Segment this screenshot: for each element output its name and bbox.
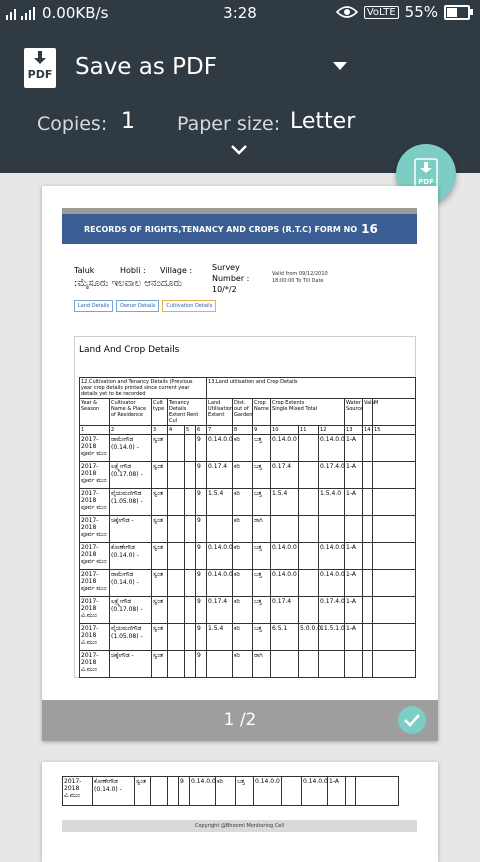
table-row bbox=[80, 489, 416, 516]
cell-type: ಸ್ವಂತ bbox=[152, 651, 168, 678]
cell-lu: ಕರಿ bbox=[233, 489, 253, 516]
cell-mixed bbox=[299, 489, 319, 516]
battery-icon bbox=[444, 5, 470, 20]
doc-tabs bbox=[74, 300, 417, 312]
col-tenancy: Tenancy Details bbox=[169, 400, 190, 412]
cell-empty bbox=[168, 651, 185, 678]
copyright-text: Copyright @Bhoomi Monitoring Cell bbox=[62, 820, 417, 832]
cell-type: ಸ್ವಂತ bbox=[152, 489, 168, 516]
col-cult-type: Cult type bbox=[152, 399, 168, 426]
cell-code: 9 bbox=[196, 597, 207, 624]
cell-empty bbox=[168, 516, 185, 543]
cell-empty bbox=[363, 435, 373, 462]
volte-badge: VoLTE bbox=[364, 6, 399, 19]
cell-name: ಕೋಣೇಗೌಡ (0.14.0) - bbox=[110, 543, 152, 570]
cell-mixed bbox=[299, 597, 319, 624]
cell-crop: ಬತ್ತ bbox=[253, 624, 271, 651]
cell-lu: ಕರಿ bbox=[233, 597, 253, 624]
cell-total: 0.14.0.0 bbox=[302, 777, 328, 806]
cell-empty bbox=[168, 435, 185, 462]
cell-empty bbox=[185, 462, 196, 489]
col-num: 1 bbox=[80, 426, 110, 435]
tab-land-details: Land Details bbox=[74, 300, 113, 312]
survey-value: 10/*/2 bbox=[212, 285, 237, 294]
cell-mixed bbox=[299, 435, 319, 462]
cell-water bbox=[345, 516, 363, 543]
cell-empty bbox=[363, 462, 373, 489]
expand-chevron-icon[interactable] bbox=[230, 144, 248, 156]
cell-water: 1-A bbox=[345, 489, 363, 516]
col-num: 14 bbox=[363, 426, 373, 435]
cell-name: ಲಕ್ಷ್ಮೇಗೌಡ (0.17.08) - bbox=[110, 597, 152, 624]
cell-empty bbox=[363, 543, 373, 570]
cell-water: 1-A bbox=[345, 570, 363, 597]
cell-lu: ಕರಿ bbox=[233, 543, 253, 570]
cell-single bbox=[271, 516, 299, 543]
cell-year: 2017-2018 ವಿ.ಮುಂ bbox=[63, 777, 93, 806]
tab-cultivation-details: Cultivation Details bbox=[162, 300, 216, 312]
cell-name: ವೈಯಮಣಿಗೌಡ (1.05.08) - bbox=[110, 489, 152, 516]
cell-total bbox=[319, 651, 345, 678]
paper-size-value[interactable]: Letter bbox=[290, 109, 356, 134]
section-title: Land And Crop Details bbox=[79, 345, 180, 355]
cell-lu: ಕರಿ bbox=[233, 462, 253, 489]
col-num: 5 bbox=[185, 426, 196, 435]
cell-name: ವೈಯಮಣಿಗೌಡ (1.05.08) - bbox=[110, 624, 152, 651]
cell-extent: 1.5.4 bbox=[207, 489, 233, 516]
dropdown-caret-icon[interactable] bbox=[333, 62, 347, 70]
cell-empty bbox=[168, 624, 185, 651]
table-row bbox=[63, 777, 399, 806]
cell-empty bbox=[151, 777, 168, 806]
cell-water: 1-A bbox=[345, 543, 363, 570]
copies-label: Copies: bbox=[37, 113, 108, 135]
cell-code: 9 bbox=[196, 489, 207, 516]
page-indicator: 1 /2 bbox=[223, 710, 257, 730]
cell-empty bbox=[168, 462, 185, 489]
cell-name: ರಾಮೇಗೌಡ (0.14.0) - bbox=[110, 570, 152, 597]
cell-single: 1.5.4 bbox=[271, 489, 299, 516]
cell-extent bbox=[207, 651, 233, 678]
table-row bbox=[80, 435, 416, 462]
col-num: 8 bbox=[233, 426, 253, 435]
cell-empty bbox=[363, 624, 373, 651]
cell-extent: 0.14.0.0 bbox=[190, 777, 216, 806]
cell-code: 9 bbox=[196, 516, 207, 543]
copies-value[interactable]: 1 bbox=[121, 109, 135, 134]
cell-empty bbox=[373, 651, 416, 678]
col-crop-name: Crop Name bbox=[253, 399, 271, 426]
cell-empty bbox=[168, 489, 185, 516]
cell-extent: 0.14.0.0 bbox=[207, 543, 233, 570]
col-land-util-group bbox=[207, 399, 233, 426]
cell-water: 1-A bbox=[328, 777, 346, 806]
cell-empty bbox=[373, 435, 416, 462]
col-water-source: Water Source bbox=[345, 399, 363, 426]
pdf-file-icon bbox=[24, 48, 56, 88]
cell-empty bbox=[363, 570, 373, 597]
table-row bbox=[80, 516, 416, 543]
cell-extent: 1.5.4 bbox=[207, 624, 233, 651]
col-m: M bbox=[373, 399, 416, 426]
col-num: 9 bbox=[253, 426, 271, 435]
download-arrow-icon bbox=[34, 51, 46, 65]
cell-mixed bbox=[299, 462, 319, 489]
col-num: 12 bbox=[319, 426, 345, 435]
cell-extent: 0.17.4 bbox=[207, 597, 233, 624]
destination-selector[interactable]: Save as PDF bbox=[75, 54, 217, 80]
doc-banner-title: RECORDS OF RIGHTS,TENANCY AND CROPS (R.T.C) FORM NO bbox=[84, 224, 358, 234]
cell-crop: ಬತ್ತ bbox=[253, 435, 271, 462]
cell-single: 0.14.0.0 bbox=[254, 777, 282, 806]
cell-year: 2017-2018 ಪೂರ್ವ ಮುಂ bbox=[80, 489, 110, 516]
check-icon bbox=[404, 713, 420, 727]
page-preview-2[interactable] bbox=[42, 762, 438, 862]
col-cultivator: Cultivator Name & Place of Residence bbox=[110, 399, 152, 426]
col-total: Total bbox=[305, 406, 318, 412]
survey-block bbox=[212, 262, 272, 295]
battery-percent: 55% bbox=[404, 3, 438, 21]
rtc-document bbox=[62, 208, 417, 678]
cell-empty bbox=[373, 597, 416, 624]
cell-name: ಲಕ್ಷ್ಮೇಗೌಡ (0.17.08) - bbox=[110, 462, 152, 489]
cell-empty bbox=[363, 597, 373, 624]
cell-empty bbox=[363, 651, 373, 678]
cell-name: ಚಿಕ್ಕೇಗೌಡ - bbox=[110, 516, 152, 543]
cell-empty bbox=[168, 777, 179, 806]
cell-type: ಸ್ವಂತ bbox=[152, 543, 168, 570]
col-value: Valu bbox=[363, 399, 373, 426]
col-year: Year & Season bbox=[80, 399, 110, 426]
cell-single: 0.14.0.0 bbox=[271, 570, 299, 597]
cell-crop: ಬತ್ತ bbox=[253, 489, 271, 516]
col-crop-extents: Crop Extents bbox=[272, 400, 305, 406]
col-tenancy-group bbox=[168, 399, 207, 426]
cell-crop: ಬತ್ತ bbox=[253, 570, 271, 597]
valid-time: 18:00:00 To Till Date bbox=[272, 278, 324, 284]
land-crop-panel bbox=[74, 336, 416, 678]
cell-type: ಸ್ವಂತ bbox=[152, 516, 168, 543]
cell-type: ಸ್ವಂತ bbox=[152, 462, 168, 489]
col-crop-extents-group bbox=[271, 399, 345, 426]
doc-banner bbox=[62, 214, 417, 244]
taluk-label: Taluk bbox=[74, 266, 95, 275]
cell-empty bbox=[356, 777, 399, 806]
cell-crop: ಬತ್ತ bbox=[236, 777, 254, 806]
cell-total: 0.17.4.0 bbox=[319, 462, 345, 489]
page-select-checkbox[interactable] bbox=[398, 706, 426, 734]
cell-type: ಸ್ವಂತ bbox=[152, 597, 168, 624]
cell-empty bbox=[168, 570, 185, 597]
cell-empty bbox=[185, 597, 196, 624]
table-row bbox=[80, 570, 416, 597]
cell-code: 9 bbox=[196, 435, 207, 462]
cell-mixed bbox=[299, 543, 319, 570]
cell-lu: ಕರಿ bbox=[233, 624, 253, 651]
cell-empty bbox=[185, 435, 196, 462]
cell-name: ಕೋಣೇಗೌಡ (0.14.0) - bbox=[93, 777, 135, 806]
cell-empty bbox=[373, 516, 416, 543]
cell-total: 1.5.4.0 bbox=[319, 489, 345, 516]
cell-type: ಸ್ವಂತ bbox=[152, 624, 168, 651]
network-speed: 0.00KB/s bbox=[42, 4, 109, 22]
cell-single: 6.5.1 bbox=[271, 624, 299, 651]
cell-single: 0.17.4 bbox=[271, 597, 299, 624]
cell-total: 11.5.1.0 bbox=[319, 624, 345, 651]
col-num: 7 bbox=[207, 426, 233, 435]
cell-total: 0.17.4.0 bbox=[319, 597, 345, 624]
cell-single: 0.17.4 bbox=[271, 462, 299, 489]
status-right bbox=[336, 3, 470, 21]
cell-type: ಸ್ವಂತ bbox=[152, 435, 168, 462]
cell-mixed bbox=[299, 516, 319, 543]
col-num: 10 bbox=[271, 426, 299, 435]
cell-empty bbox=[373, 570, 416, 597]
crop-table bbox=[79, 377, 416, 678]
col-dist-garden: Dist. out of Garden bbox=[233, 399, 253, 426]
page2-table bbox=[62, 776, 399, 806]
cell-code: 9 bbox=[196, 651, 207, 678]
col-rent: Rent bbox=[186, 412, 199, 418]
cell-mixed bbox=[299, 651, 319, 678]
cell-lu: ಕರಿ bbox=[233, 570, 253, 597]
cell-mixed: 5.0.0.0 bbox=[299, 624, 319, 651]
col-land-utilisation: Land Utilisation bbox=[208, 400, 234, 412]
cell-mixed bbox=[299, 570, 319, 597]
cell-lu: ಕರಿ bbox=[216, 777, 236, 806]
cell-lu: ಕರಿ bbox=[233, 516, 253, 543]
page-footer bbox=[42, 700, 438, 741]
cell-crop: ಬತ್ತ bbox=[253, 543, 271, 570]
col-num: 11 bbox=[299, 426, 319, 435]
cell-year: 2017-2018 ವಿ.ಮುಂ bbox=[80, 651, 110, 678]
validity-block bbox=[272, 271, 328, 285]
cell-year: 2017-2018 ಪೂರ್ವ ಮುಂ bbox=[80, 543, 110, 570]
cell-mixed bbox=[282, 777, 302, 806]
col-single: Single bbox=[272, 406, 288, 412]
crop-rows bbox=[80, 435, 416, 678]
cell-year: 2017-2018 ವಿ.ಮುಂ bbox=[80, 624, 110, 651]
cell-extent: 0.14.0.0 bbox=[207, 570, 233, 597]
cell-extent bbox=[207, 516, 233, 543]
cell-lu: ಕರಿ bbox=[233, 651, 253, 678]
cell-empty bbox=[185, 489, 196, 516]
cell-crop: ರಾಗಿ bbox=[253, 516, 271, 543]
cell-extent: 0.14.0.0 bbox=[207, 435, 233, 462]
table-row bbox=[80, 624, 416, 651]
cell-empty bbox=[168, 597, 185, 624]
col-num: 15 bbox=[373, 426, 416, 435]
col-num: 13 bbox=[345, 426, 363, 435]
col-extent: Extent bbox=[169, 412, 186, 418]
paper-size-label: Paper size: bbox=[177, 113, 281, 135]
cell-code: 9 bbox=[196, 570, 207, 597]
cell-empty bbox=[185, 624, 196, 651]
cell-empty bbox=[185, 543, 196, 570]
col-cul: Cul bbox=[169, 418, 178, 424]
cell-type: ಸ್ವಂತ bbox=[152, 570, 168, 597]
cell-single bbox=[271, 651, 299, 678]
cell-water: 1-A bbox=[345, 597, 363, 624]
eye-icon bbox=[336, 5, 358, 19]
cell-empty bbox=[168, 543, 185, 570]
cell-empty bbox=[185, 651, 196, 678]
location-kannada: :ಮೈಸೂರು ಇಲವಾಲ ಆನಂದೂರು bbox=[74, 278, 183, 289]
fab-label: PDF bbox=[418, 178, 434, 186]
pdf-icon-label: PDF bbox=[27, 68, 53, 81]
col-num: 3 bbox=[152, 426, 168, 435]
cell-empty bbox=[185, 516, 196, 543]
cell-water: 1-A bbox=[345, 435, 363, 462]
cell-code: 9 bbox=[196, 624, 207, 651]
header-land-utilisation: 13.Land utilisation and Crop Details bbox=[207, 378, 416, 399]
table-row bbox=[80, 462, 416, 489]
cell-year: 2017-2018 ವಿ.ಮುಂ bbox=[80, 597, 110, 624]
cell-type: ಸ್ವಂತ bbox=[135, 777, 151, 806]
cell-single: 0.14.0.0 bbox=[271, 543, 299, 570]
col-num: 6 bbox=[196, 426, 207, 435]
cell-total: 0.14.0.0 bbox=[319, 543, 345, 570]
cell-code: 9 bbox=[196, 462, 207, 489]
cell-total: 0.14.0.0 bbox=[319, 435, 345, 462]
cell-year: 2017-2018 ಪೂರ್ವ ಮುಂ bbox=[80, 435, 110, 462]
cell-total: 0.14.0.0 bbox=[319, 570, 345, 597]
cell-empty bbox=[373, 543, 416, 570]
cell-year: 2017-2018 ಪೂರ್ವ ಮುಂ bbox=[80, 516, 110, 543]
valid-from: Valid from 09/12/2010 bbox=[272, 271, 328, 277]
village-label: Village : bbox=[160, 266, 193, 275]
battery-fill bbox=[447, 8, 457, 17]
cell-water: 1-A bbox=[345, 462, 363, 489]
cell-code: 9 bbox=[179, 777, 190, 806]
doc-meta bbox=[62, 244, 417, 298]
cell-name: ಚಿಕ್ಕೇಗೌಡ - bbox=[110, 651, 152, 678]
cell-year: 2017-2018 ಪೂರ್ವ ಮುಂ bbox=[80, 462, 110, 489]
cell-crop: ಬತ್ತ bbox=[253, 597, 271, 624]
doc-form-number: 16 bbox=[361, 222, 378, 236]
cell-empty bbox=[363, 516, 373, 543]
cell-single: 0.14.0.0 bbox=[271, 435, 299, 462]
cell-empty bbox=[346, 777, 356, 806]
col-num: 2 bbox=[110, 426, 152, 435]
hobli-label: Hobli : bbox=[120, 266, 146, 275]
survey-label: Survey Number : bbox=[212, 263, 250, 283]
cell-crop: ರಾಗಿ bbox=[253, 651, 271, 678]
cell-water bbox=[345, 651, 363, 678]
header-cultivation: 12.Cultivation and Tenancy Details (Previous year crop details printed since current year details yet to be recorded bbox=[80, 378, 207, 399]
cell-empty bbox=[363, 489, 373, 516]
cell-year: 2017-2018 ಪೂರ್ವ ಮುಂ bbox=[80, 570, 110, 597]
cell-code: 9 bbox=[196, 543, 207, 570]
cell-name: ರಾಮೇಗೌಡ (0.14.0) - bbox=[110, 435, 152, 462]
cell-empty bbox=[373, 462, 416, 489]
table-row bbox=[80, 597, 416, 624]
status-bar bbox=[0, 0, 480, 26]
table-row bbox=[80, 651, 416, 678]
cell-water: 1-A bbox=[345, 624, 363, 651]
table-row bbox=[80, 543, 416, 570]
cell-extent: 0.17.4 bbox=[207, 462, 233, 489]
cell-lu: ಕರಿ bbox=[233, 435, 253, 462]
cell-total bbox=[319, 516, 345, 543]
tab-owner-details: Owner Details bbox=[116, 300, 159, 312]
cell-empty bbox=[373, 489, 416, 516]
cell-crop: ಬತ್ತ bbox=[253, 462, 271, 489]
status-time: 3:28 bbox=[223, 4, 257, 22]
page-preview-1[interactable] bbox=[42, 186, 438, 741]
cell-empty bbox=[373, 624, 416, 651]
col-mixed: Mixed bbox=[289, 406, 304, 412]
cell-empty bbox=[185, 570, 196, 597]
col-lu-extent: Extent bbox=[208, 412, 225, 418]
col-num: 4 bbox=[168, 426, 185, 435]
